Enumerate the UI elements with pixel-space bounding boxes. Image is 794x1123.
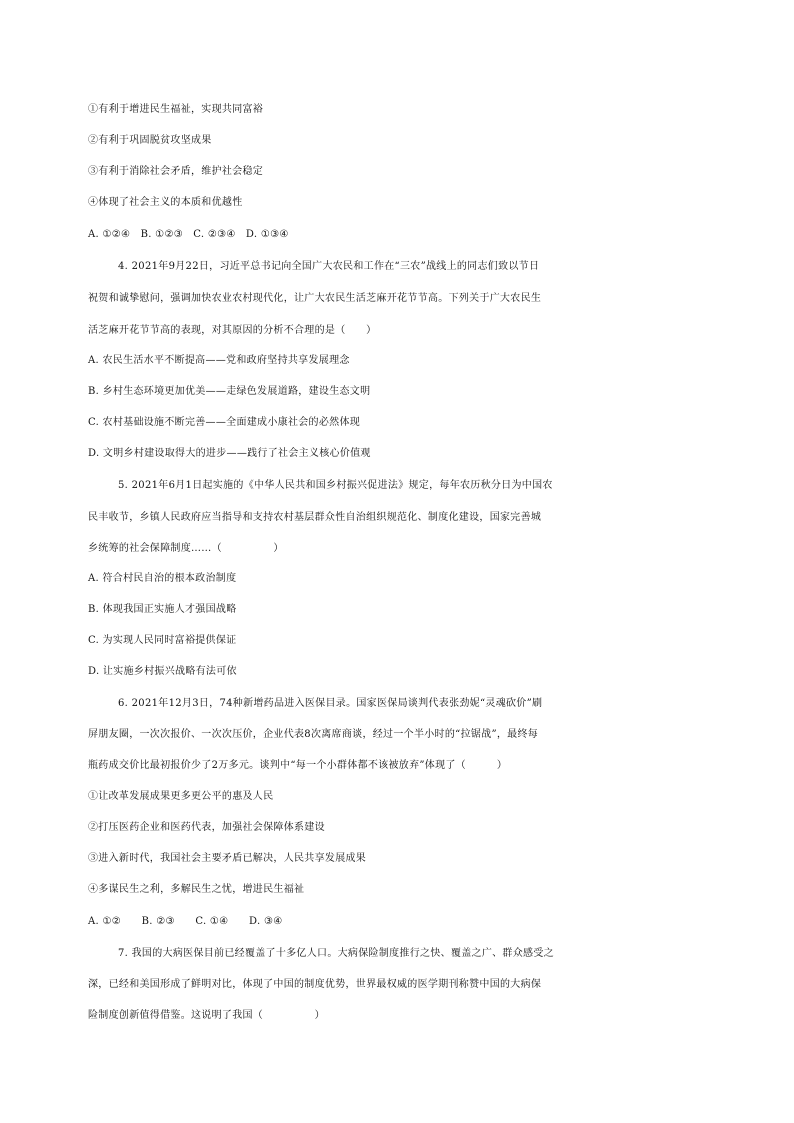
q5-stem-line-3: 乡统筹的社会保障制度……（ ） (88, 543, 284, 554)
q6-option-1: ①让改革发展成果更多更公平的惠及人民 (88, 791, 274, 802)
q6-option-2: ②打压医药企业和医药代表，加强社会保障体系建设 (88, 822, 325, 833)
q6-choices: A. ①② B. ②③ C. ①④ D. ③④ (88, 916, 283, 927)
q3-option-3: ③有利于消除社会矛盾，维护社会稳定 (88, 166, 264, 177)
q7-stem-line-3: 险制度创新值得借鉴。这说明了我国（ ） (88, 1010, 325, 1021)
q4-choice-c: C. 农村基础设施不断完善——全面建成小康社会的必然体现 (88, 417, 361, 428)
q5-stem-line-1: 5. 2021年6月1日起实施的《中华人民共和国乡村振兴促进法》规定，每年农历秋分日为中国农 (118, 480, 553, 491)
q4-choice-b: B. 乡村生态环境更加优美——走绿色发展道路，建设生态文明 (88, 386, 371, 397)
q4-choice-a: A. 农民生活水平不断提高——党和政府坚持共享发展理念 (88, 355, 350, 366)
q3-option-1: ①有利于增进民生福祉，实现共同富裕 (88, 104, 264, 115)
q6-option-4: ④多谋民生之利，多解民生之忧，增进民生福祉 (88, 884, 305, 895)
q6-stem-line-3: 瓶药成交价比最初报价少了2万多元。谈判中“每一个小群体都不该被放弃”体现了（ ） (88, 760, 508, 771)
q6-option-3: ③进入新时代，我国社会主要矛盾已解决，人民共享发展成果 (88, 853, 367, 864)
q7-stem-line-1: 7. 我国的大病医保目前已经覆盖了十多亿人口。大病保险制度推行之快、覆盖之广、群众感受之 (118, 948, 554, 959)
q3-option-4: ④体现了社会主义的本质和优越性 (88, 197, 243, 208)
q5-choice-a: A. 符合村民自治的根本政治制度 (88, 573, 237, 584)
q4-stem-line-2: 祝贺和诚挚慰问，强调加快农业农村现代化，让广大农民生活芝麻开花节节高。下列关于广大农民生 (88, 293, 542, 304)
q7-stem-line-2: 深，已经和美国形成了鲜明对比，体现了中国的制度优势，世界最权威的医学期刊称赞中国的大病保 (88, 979, 542, 990)
q5-choice-c: C. 为实现人民同时富裕提供保证 (88, 635, 237, 646)
q4-stem-line-3: 活芝麻开花节节高的表现，对其原因的分析不合理的是（ ） (88, 325, 377, 336)
q6-stem-line-1: 6. 2021年12月3日，74种新增药品进入医保目录。国家医保局谈判代表张劲妮“灵魂砍价”刷 (118, 698, 543, 709)
q4-choice-d: D. 文明乡村建设取得大的进步——践行了社会主义核心价值观 (88, 448, 371, 459)
q5-choice-d: D. 让实施乡村振兴战略有法可依 (88, 666, 237, 677)
q3-option-2: ②有利于巩固脱贫攻坚成果 (88, 135, 212, 146)
q6-stem-line-2: 屏朋友圈，一次次报价、一次次压价，企业代表8次离席商谈，经过一个半小时的“拉锯战”，最终每 (88, 729, 539, 740)
q4-stem-line-1: 4. 2021年9月22日，习近平总书记向全国广大农民和工作在“三农”战线上的同志们致以节日 (118, 261, 540, 272)
q5-stem-line-2: 民丰收节，乡镇人民政府应当指导和支持农村基层群众性自治组织规范化、制度化建设，国家完善城 (88, 512, 542, 523)
q5-choice-b: B. 体现我国正实施人才强国战略 (88, 604, 237, 615)
q3-choices: A. ①②④ B. ①②③ C. ②③④ D. ①③④ (88, 229, 289, 240)
